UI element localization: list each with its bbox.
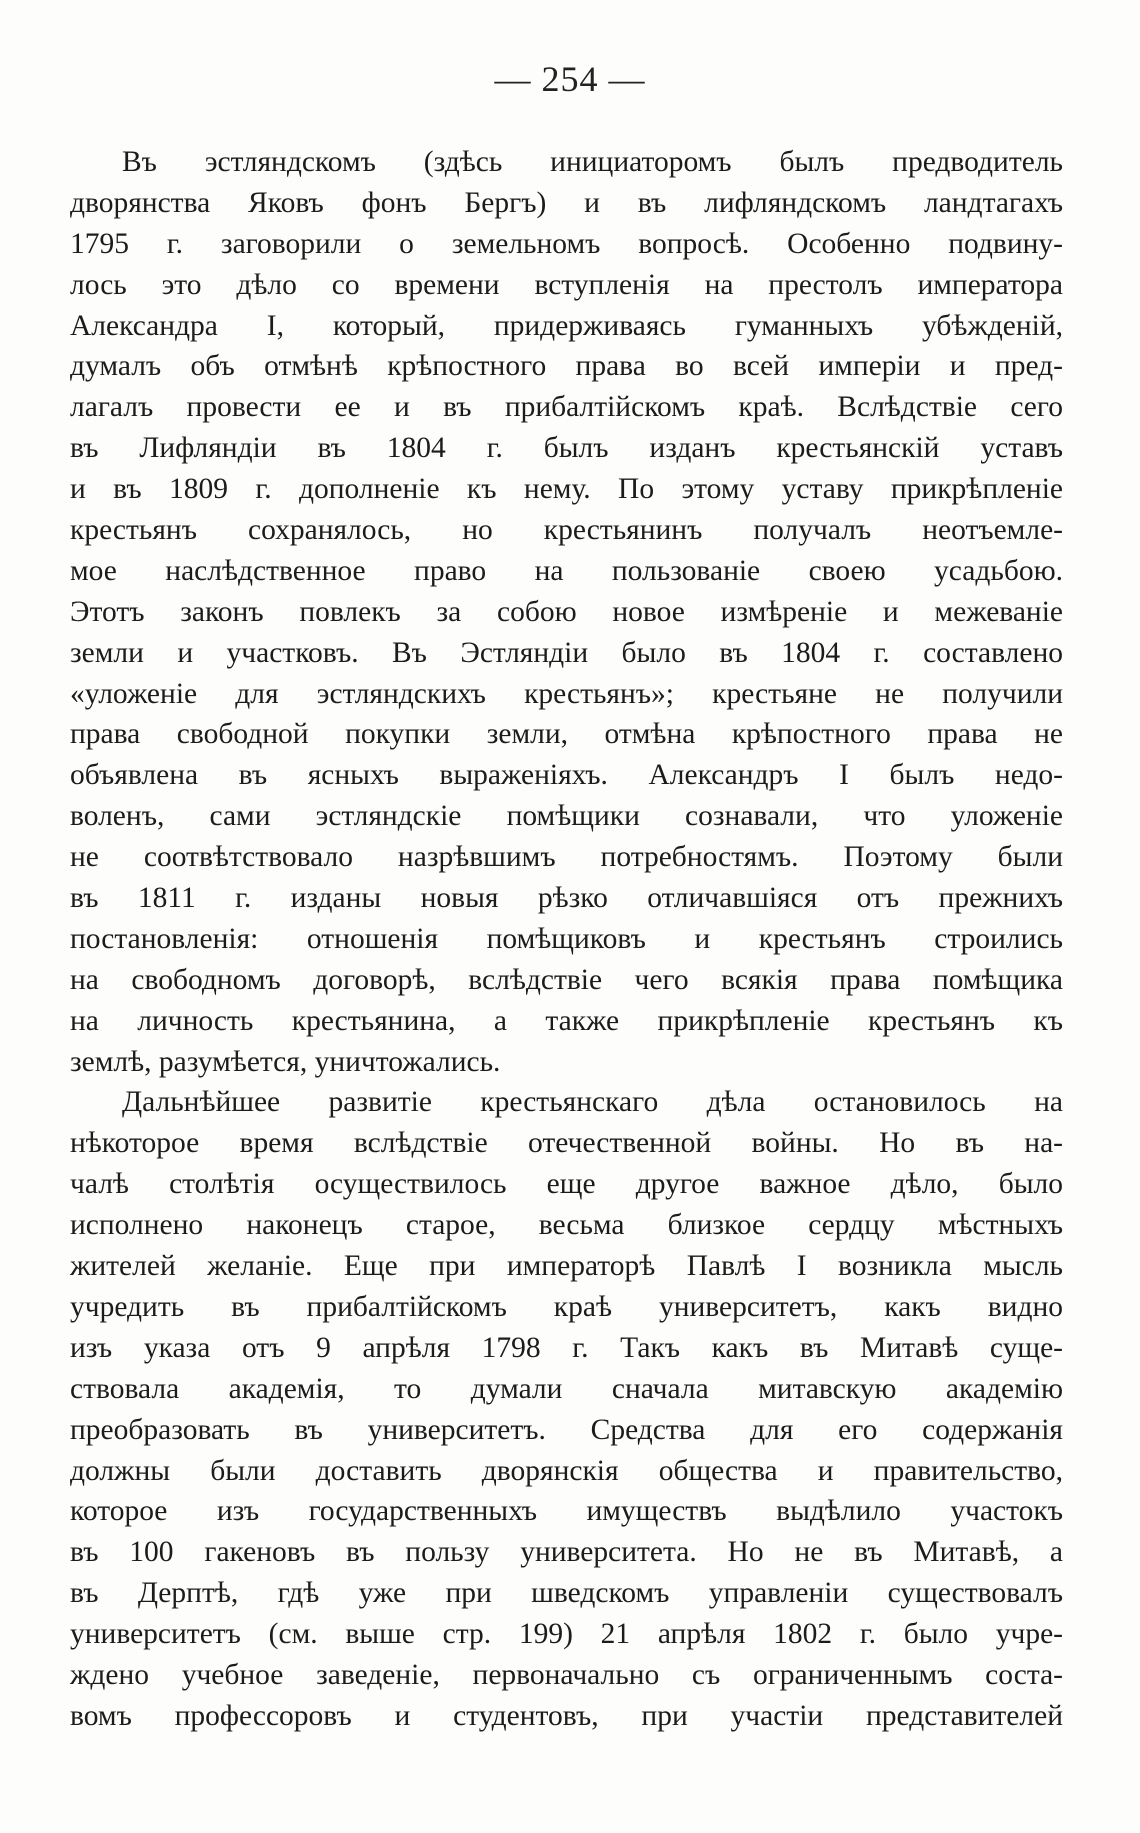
text-line: не соотвѣтствовало назрѣвшимъ потребностямъ. Поэтому были: [70, 841, 1063, 874]
paragraph: [70, 142, 1063, 1082]
text-line: которое изъ государственныхъ имуществъ выдѣлило участокъ: [70, 1495, 1063, 1528]
text-line: крестьянъ сохранялось, но крестьянинъ получалъ неотъемле-: [70, 514, 1063, 547]
text-line: въ Лифляндіи въ 1804 г. былъ изданъ крестьянскій уставъ: [70, 432, 1063, 465]
text-line: землѣ, разумѣется, уничтожались.: [70, 1045, 501, 1078]
text-line: Этотъ законъ повлекъ за собою новое измѣреніе и межеваніе: [70, 595, 1063, 628]
text-line: жителей желаніе. Еще при императорѣ Павлѣ I возникла мысль: [70, 1250, 1063, 1283]
text-line: Въ эстляндскомъ (здѣсь инициаторомъ былъ предводитель: [122, 146, 1063, 178]
text-line: Александра I, который, придерживаясь гуманныхъ убѣжденій,: [70, 309, 1063, 342]
text-line: преобразовать въ университетъ. Средства для его содержанія: [70, 1413, 1063, 1446]
page-number: — 254 —: [494, 59, 646, 99]
text-line: объявлена въ ясныхъ выраженіяхъ. Александръ I былъ недо-: [70, 759, 1063, 792]
text-line: лагалъ провести ее и въ прибалтійскомъ краѣ. Вслѣдствіе сего: [70, 391, 1063, 424]
paragraph: [70, 1082, 1063, 1736]
text-line: дворянства Яковъ фонъ Бергъ) и въ лифляндскомъ ландтагахъ: [70, 186, 1063, 219]
text-line: исполнено наконецъ старое, весьма близкое сердцу мѣстныхъ: [70, 1209, 1063, 1242]
text-line: должны были доставить дворянскія общества и правительство,: [70, 1454, 1063, 1487]
text-line: постановленія: отношенія помѣщиковъ и крестьянъ строились: [70, 922, 1063, 955]
body-text: [70, 142, 1063, 1737]
text-line: изъ указа отъ 9 апрѣля 1798 г. Такъ какъ въ Митавѣ суще-: [70, 1331, 1063, 1364]
text-line: учредить въ прибалтійскомъ краѣ университетъ, какъ видно: [70, 1290, 1063, 1323]
text-line: въ 1811 г. изданы новыя рѣзко отличавшіяся отъ прежнихъ: [70, 882, 1063, 915]
text-line: мое наслѣдственное право на пользованіе своею усадьбою.: [70, 554, 1063, 587]
text-line: вомъ профессоровъ и студентовъ, при участіи представителей: [70, 1699, 1063, 1732]
text-line: въ Дерптѣ, гдѣ уже при шведскомъ управленіи существовалъ: [70, 1577, 1063, 1610]
text-line: воленъ, сами эстляндскіе помѣщики сознавали, что уложеніе: [70, 800, 1063, 833]
text-line: «уложеніе для эстляндскихъ крестьянъ»; крестьяне не получили: [70, 677, 1063, 710]
text-line: на личность крестьянина, а также прикрѣпленіе крестьянъ къ: [70, 1004, 1063, 1037]
text-line: ствовала академія, то думали сначала митавскую академію: [70, 1372, 1063, 1405]
text-line: права свободной покупки земли, отмѣна крѣпостного права не: [70, 718, 1063, 751]
text-line: 1795 г. заговорили о земельномъ вопросѣ. Особенно подвину-: [70, 227, 1063, 260]
text-line: земли и участковъ. Въ Эстляндіи было въ 1804 г. составлено: [70, 636, 1063, 669]
text-line: Дальнѣйшее развитіе крестьянскаго дѣла остановилось на: [122, 1086, 1063, 1119]
text-line: лось это дѣло со времени вступленія на престолъ императора: [70, 268, 1063, 301]
text-line: и въ 1809 г. дополненіе къ нему. По этому уставу прикрѣпленіе: [70, 473, 1063, 506]
text-line: университетъ (см. выше стр. 199) 21 апрѣля 1802 г. было учре-: [70, 1618, 1063, 1651]
text-line: на свободномъ договорѣ, вслѣдствіе чего всякія права помѣщика: [70, 963, 1063, 996]
text-line: въ 100 гакеновъ въ пользу университета. Но не въ Митавѣ, а: [70, 1536, 1063, 1569]
text-line: чалѣ столѣтія осуществилось еще другое важное дѣло, было: [70, 1168, 1063, 1201]
text-line: думалъ объ отмѣнѣ крѣпостного права во всей имперіи и пред-: [70, 350, 1063, 383]
text-line: ждено учебное заведеніе, первоначально съ ограниченнымъ соста-: [70, 1658, 1063, 1691]
text-line: нѣкоторое время вслѣдствіе отечественной войны. Но въ на-: [70, 1127, 1063, 1160]
